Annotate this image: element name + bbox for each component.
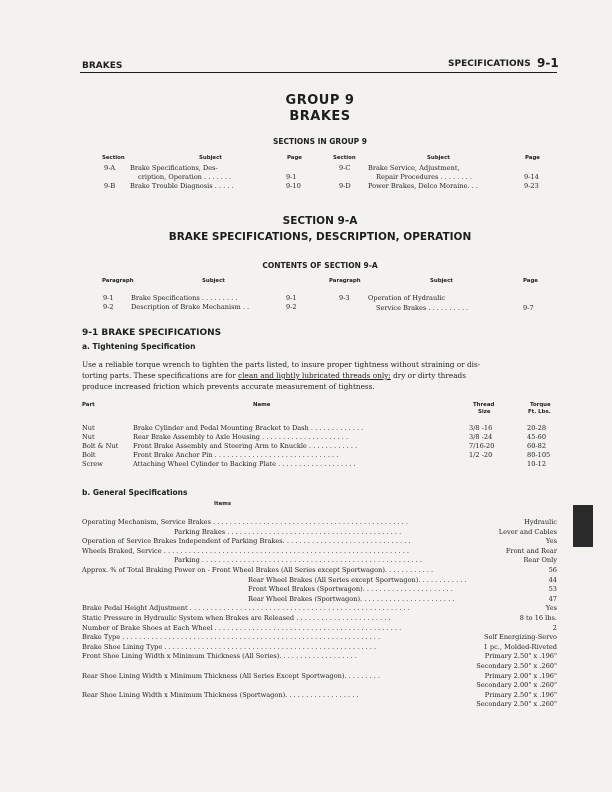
spec-line-value: 8 to 16 lbs. xyxy=(517,614,557,622)
spec-line-label: Parking . . . . . . . . . . . . . . . . . . . . . . . . . . . . . . . . . . . . . . . . . . . . . . . . . . . . . xyxy=(174,556,422,565)
contents-header-page: Page xyxy=(523,278,538,284)
torque-thread: 1/2 -20 xyxy=(469,451,493,459)
spec-line-value: 56 xyxy=(546,566,557,574)
torque-part: Bolt xyxy=(82,451,96,459)
torque-header-ftlbs: Ft. Lbs. xyxy=(528,409,551,415)
general-items-label: Items xyxy=(214,501,232,507)
sections-title: SECTIONS IN GROUP 9 xyxy=(272,137,367,146)
section-subject: Brake Trouble Diagnosis . . . . . xyxy=(130,182,234,190)
spec-line-label: Brake Pedal Height Adjustment . . . . . . . . . . . . . . . . . . . . . . . . . . . . . . . . . . . . . . . . . . . . . . . . . . . . . xyxy=(82,604,410,613)
contents-header-subject-2: Subject xyxy=(430,278,453,284)
body-text-line-2 xyxy=(82,371,466,380)
body-text-line-2b: dry or dirty threads xyxy=(390,371,466,380)
spec-line-label: Rear Shoe Lining Width x Minimum Thickness (All Series Except Sportwagon). . . . . . . . . xyxy=(82,671,381,680)
spec-line-label: Static Pressure in Hydraulic System when Brakes are Released . . . . . . . . . . . . . . . . . . . . . . . xyxy=(82,614,391,622)
contents-title: CONTENTS OF SECTION 9-A xyxy=(262,261,378,270)
spec-line-value: 1 pc., Molded-Riveted xyxy=(481,643,557,651)
spec-line-label: Front Shoe Lining Width x Minimum Thickness (All Series). . . . . . . . . . . . . . . . . . . xyxy=(82,652,357,661)
spec-line-label: Approx. % of Total Braking Power on - Front Wheel Brakes (All Series except Sportwagon). . . . . . . . . . . . xyxy=(82,566,434,574)
sections-header-section-2: Section xyxy=(333,155,356,161)
sections-header-subject: Subject xyxy=(199,155,222,161)
spec-line-value: Self Energizing-Servo xyxy=(481,633,557,641)
spec-line-label: Rear Wheel Brakes (All Series except Sportwagon). . . . . . . . . . . . xyxy=(248,575,467,584)
section-page: 9-1 xyxy=(286,173,297,181)
spec-line-value: Rear Only xyxy=(520,556,557,564)
torque-part: Nut xyxy=(82,433,95,441)
spec-line-label: Wheels Braked, Service . . . . . . . . . . . . . . . . . . . . . . . . . . . . . . . . . . . . . . . . . . . . . . . . . . . . . . . . . . . xyxy=(82,546,409,555)
spec-line-value: Lever and Cables xyxy=(496,528,557,536)
torque-name: Front Brake Anchor Pin . . . . . . . . . . . . . . . . . . . . . . . . . . . . . . xyxy=(133,451,339,459)
spec-line-value: 47 xyxy=(546,595,557,603)
torque-value: 80-105 xyxy=(527,451,551,459)
torque-thread: 3/8 -24 xyxy=(469,433,493,441)
torque-thread: 7/16-20 xyxy=(469,442,495,450)
spec-line-value: Yes xyxy=(543,604,557,612)
body-text-line-2a: torting parts. These specifications are for xyxy=(82,371,239,380)
spec-line-label: Parking Brakes . . . . . . . . . . . . . . . . . . . . . . . . . . . . . . . . . . . . . . . . . . xyxy=(174,527,402,536)
spec-line-label: Rear Shoe Lining Width x Minimum Thickness (Sportwagon). . . . . . . . . . . . . . . . . . xyxy=(82,690,359,699)
sections-header-section: Section xyxy=(102,155,125,161)
spec-line-label: Brake Shoe Lining Type . . . . . . . . . . . . . . . . . . . . . . . . . . . . . . . . . . . . . . . . . . . . . . . . . . . xyxy=(82,642,377,651)
general-spec-heading: b. General Specifications xyxy=(82,488,188,497)
body-text-line-3: produce increased friction which prevents accurate measurement of tightness. xyxy=(82,382,375,391)
spec-line-value: Primary 2.00" x .196" xyxy=(482,672,557,680)
contents-para: 9-2 xyxy=(103,303,114,311)
section-subject: Brake Specifications, Des- xyxy=(130,164,218,172)
torque-value: 60-82 xyxy=(527,442,547,450)
torque-part: Nut xyxy=(82,424,95,432)
torque-name: Rear Brake Assembly to Axle Housing . . . . . . . . . . . . . . . . . . . . . xyxy=(133,433,349,441)
torque-header-name: Name xyxy=(253,402,271,408)
page-number: 9-1 xyxy=(537,56,559,70)
torque-part: Bolt & Nut xyxy=(82,442,119,450)
spec-line-value: Front and Rear xyxy=(503,547,557,555)
spec-line-label: Operating Mechanism, Service Brakes . . . . . . . . . . . . . . . . . . . . . . . . . . . . . . . . . . . . . . . . . . . . . . . xyxy=(82,518,408,526)
sections-header-subject-2: Subject xyxy=(427,155,450,161)
section-subject-cont: Repair Procedures . . . . . . . . xyxy=(376,173,472,181)
spec-line-value: Yes xyxy=(543,537,557,545)
contents-page: 9-1 xyxy=(286,294,297,302)
header-rule xyxy=(80,72,557,73)
section-page: 9-14 xyxy=(524,173,539,181)
contents-para: 9-3 xyxy=(339,294,350,302)
torque-header-torque: Torque xyxy=(530,402,551,408)
torque-header-part: Part xyxy=(82,402,95,408)
section-page: 9-10 xyxy=(286,182,301,190)
torque-name: Attaching Wheel Cylinder to Backing Plate . . . . . . . . . . . . . . . . . . . xyxy=(133,460,356,468)
torque-value: 20-28 xyxy=(527,424,547,432)
contents-para: 9-1 xyxy=(103,294,114,302)
spec-line-value: Secondary 2.50" x .260" xyxy=(473,700,557,708)
spec-line-value: Secondary 2.00" x .260" xyxy=(473,681,557,689)
para-9-1-heading: 9-1 BRAKE SPECIFICATIONS xyxy=(82,328,222,338)
tightening-spec-heading: a. Tightening Specification xyxy=(82,342,196,351)
spec-line-label: Rear Wheel Brakes (Sportwagon). . . . . . . . . . . . . . . . . . . . . . . xyxy=(248,594,455,603)
section-number: 9-C xyxy=(339,164,351,172)
spec-line-value: Hydraulic xyxy=(521,518,557,526)
torque-name: Front Brake Assembly and Steering Arm to Knuckle . . . . . . . . . . . . xyxy=(133,442,358,450)
section-subject-cont: cription, Operation . . . . . . . xyxy=(138,173,232,181)
contents-header-paragraph-2: Paragraph xyxy=(329,278,361,284)
section-number: 9-D xyxy=(339,182,351,190)
contents-page: 9-7 xyxy=(523,304,534,312)
torque-value: 10-12 xyxy=(527,460,547,468)
emphasis-text: clean and lightly lubricated threads only; xyxy=(238,371,391,380)
torque-header-size: Size xyxy=(478,409,491,415)
spec-line-value: 44 xyxy=(546,576,557,584)
torque-part: Screw xyxy=(82,460,103,468)
torque-thread: 3/8 -16 xyxy=(469,424,493,432)
spec-line-value: Primary 2.50" x .196" xyxy=(482,691,557,699)
spec-line-value: 2 xyxy=(550,624,557,632)
section-subject: Brake Service, Adjustment, xyxy=(368,164,460,172)
torque-name: Brake Cylinder and Pedal Mounting Bracket to Dash . . . . . . . . . . . . . xyxy=(133,424,364,432)
contents-header-paragraph: Paragraph xyxy=(102,278,134,284)
spec-line-label: Front Wheel Brakes (Sportwagon). . . . . . . . . . . . . . . . . . . . . . xyxy=(248,585,453,594)
sections-header-page: Page xyxy=(287,155,302,161)
running-header-left: BRAKES xyxy=(82,61,123,71)
spec-line-label: Number of Brake Shoes at Each Wheel . . . . . . . . . . . . . . . . . . . . . . . . . . . . . . . . . . . . . . . . . . . . . xyxy=(82,623,402,632)
spec-line-label: Operation of Service Brakes Independent of Parking Brakes. . . . . . . . . . . . . . . . . . . . . . . . . . . . . . . xyxy=(82,537,411,546)
spec-line-value: Primary 2.50" x .196" xyxy=(482,652,557,660)
section-subject: Power Brakes, Delco Moraine. . . xyxy=(368,182,478,190)
section-number: 9-B xyxy=(104,182,116,190)
contents-header-subject: Subject xyxy=(202,278,225,284)
torque-header-thread: Thread xyxy=(473,402,495,408)
body-text-line-1: Use a reliable torque wrench to tighten the parts listed, to insure proper tightness without straining or dis- xyxy=(82,360,481,369)
section-9a-title: SECTION 9-A xyxy=(282,215,358,227)
contents-subject-cont: Service Brakes . . . . . . . . . . xyxy=(376,304,469,312)
contents-page: 9-2 xyxy=(286,303,297,311)
section-thumb-tab xyxy=(573,505,593,547)
section-page: 9-23 xyxy=(524,182,539,190)
spec-line-label: Brake Type . . . . . . . . . . . . . . . . . . . . . . . . . . . . . . . . . . . . . . . . . . . . . . . . . . . . . . . . . . . . . . xyxy=(82,633,381,642)
section-number: 9-A xyxy=(104,164,116,172)
spec-line-value: Secondary 2.50" x .260" xyxy=(473,662,557,670)
group-title-line1: GROUP 9 xyxy=(285,93,355,108)
sections-header-page-2: Page xyxy=(525,155,540,161)
spec-line-value: 53 xyxy=(546,585,557,593)
contents-subject: Brake Specifications . . . . . . . . . xyxy=(131,294,238,302)
contents-subject: Operation of Hydraulic xyxy=(368,294,446,302)
group-title-line2: BRAKES xyxy=(289,109,351,124)
section-9a-subtitle: BRAKE SPECIFICATIONS, DESCRIPTION, OPERATION xyxy=(168,231,472,243)
contents-subject: Description of Brake Mechanism . . xyxy=(131,303,250,311)
running-header-right: SPECIFICATIONS xyxy=(448,59,531,69)
torque-value: 45-60 xyxy=(527,433,547,441)
